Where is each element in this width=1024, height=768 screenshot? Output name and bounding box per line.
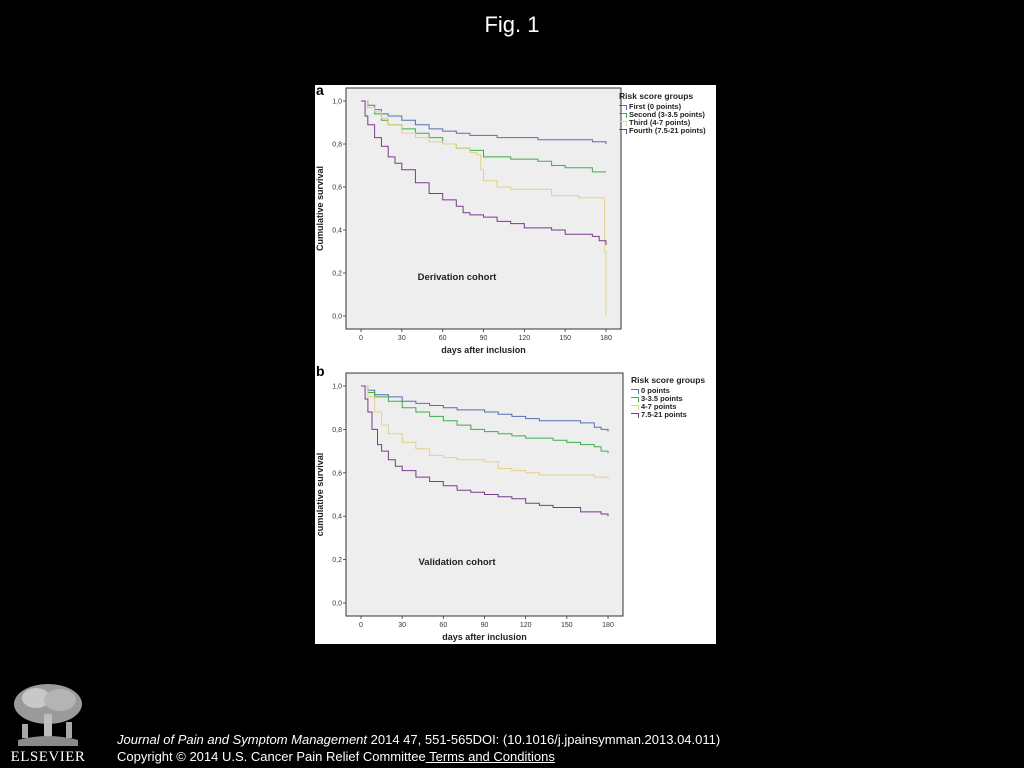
- legend-label: First (0 points): [629, 102, 682, 111]
- x-tick-label: 0: [359, 335, 363, 342]
- legend-label: 7.5-21 points: [641, 410, 687, 419]
- legend-swatch: [619, 113, 627, 118]
- x-tick-label: 90: [479, 335, 488, 342]
- legend-item: [619, 127, 706, 135]
- cohort-title: Derivation cohort: [417, 272, 497, 283]
- x-axis-label: days after inclusion: [441, 345, 526, 355]
- journal-name: Journal of Pain and Symptom Management: [117, 732, 368, 747]
- legend-label: Fourth (7.5-21 points): [629, 126, 706, 135]
- x-tick-label: 60: [439, 622, 448, 629]
- journal-reference: 2014 47, 551-565DOI: (10.1016/j.jpainsymman.2013.04.011): [367, 732, 721, 747]
- legend-label: 3-3.5 points: [641, 394, 683, 403]
- x-tick-label: 150: [559, 335, 572, 342]
- slide-title: Fig. 1: [484, 12, 540, 37]
- y-tick-label: 0,0: [332, 313, 342, 321]
- y-tick-label: 0,2: [332, 557, 342, 565]
- y-tick-label: 1,0: [332, 98, 342, 106]
- legend-label: 4-7 points: [641, 402, 677, 411]
- legend-label: Second (3-3.5 points): [629, 110, 705, 119]
- legend-title: Risk score groups: [631, 375, 706, 385]
- figure-frame: [315, 82, 716, 644]
- x-tick-label: 120: [519, 622, 532, 629]
- y-axis-label: Cumulative survival: [315, 165, 325, 252]
- legend-swatch: [631, 397, 639, 402]
- survival-figure: [315, 85, 716, 644]
- legend-derivation: [619, 92, 706, 135]
- panel-letter-a: a: [316, 82, 324, 98]
- y-tick-label: 0,4: [332, 513, 342, 521]
- legend-swatch: [631, 413, 639, 418]
- legend-swatch: [631, 389, 639, 394]
- elsevier-logo: [8, 680, 88, 766]
- legend-item: [631, 411, 705, 419]
- x-tick-label: 150: [560, 622, 573, 629]
- legend-swatch: [619, 129, 627, 134]
- legend-label: Third (4-7 points): [629, 118, 691, 127]
- plot-area: [346, 88, 621, 329]
- legend-title: Risk score groups: [619, 91, 694, 101]
- legend-swatch: [619, 105, 627, 110]
- y-tick-label: 0,2: [332, 270, 342, 278]
- x-tick-label: 180: [602, 622, 614, 629]
- x-tick-label: 0: [359, 622, 363, 629]
- tree-icon: [8, 680, 88, 748]
- y-tick-label: 0,8: [332, 426, 342, 434]
- citation-block: [117, 731, 720, 765]
- x-tick-label: 30: [398, 622, 407, 629]
- y-tick-label: 0,0: [332, 600, 342, 608]
- x-tick-label: 90: [480, 622, 489, 629]
- y-tick-label: 0,6: [332, 184, 342, 192]
- legend-validation: [631, 376, 705, 419]
- y-axis-label: cumulative survival: [315, 452, 325, 537]
- legend-swatch: [619, 121, 627, 126]
- y-tick-label: 1,0: [332, 383, 342, 391]
- elsevier-wordmark: ELSEVIER: [10, 749, 86, 765]
- legend-label: 0 points: [641, 386, 670, 395]
- legend-swatch: [631, 405, 639, 410]
- x-tick-label: 30: [397, 335, 406, 342]
- y-tick-label: 0,4: [332, 227, 342, 235]
- panel-letter-b: b: [316, 363, 325, 379]
- copyright-text: Copyright © 2014 U.S. Cancer Pain Relief Committee: [117, 749, 426, 764]
- x-tick-label: 180: [600, 335, 612, 342]
- cohort-title: Validation cohort: [418, 557, 496, 568]
- x-axis-label: days after inclusion: [442, 632, 527, 642]
- terms-link[interactable]: Terms and Conditions: [425, 749, 555, 764]
- x-tick-label: 120: [518, 335, 531, 342]
- x-tick-label: 60: [438, 335, 447, 342]
- y-tick-label: 0,8: [332, 141, 342, 149]
- y-tick-label: 0,6: [332, 470, 342, 478]
